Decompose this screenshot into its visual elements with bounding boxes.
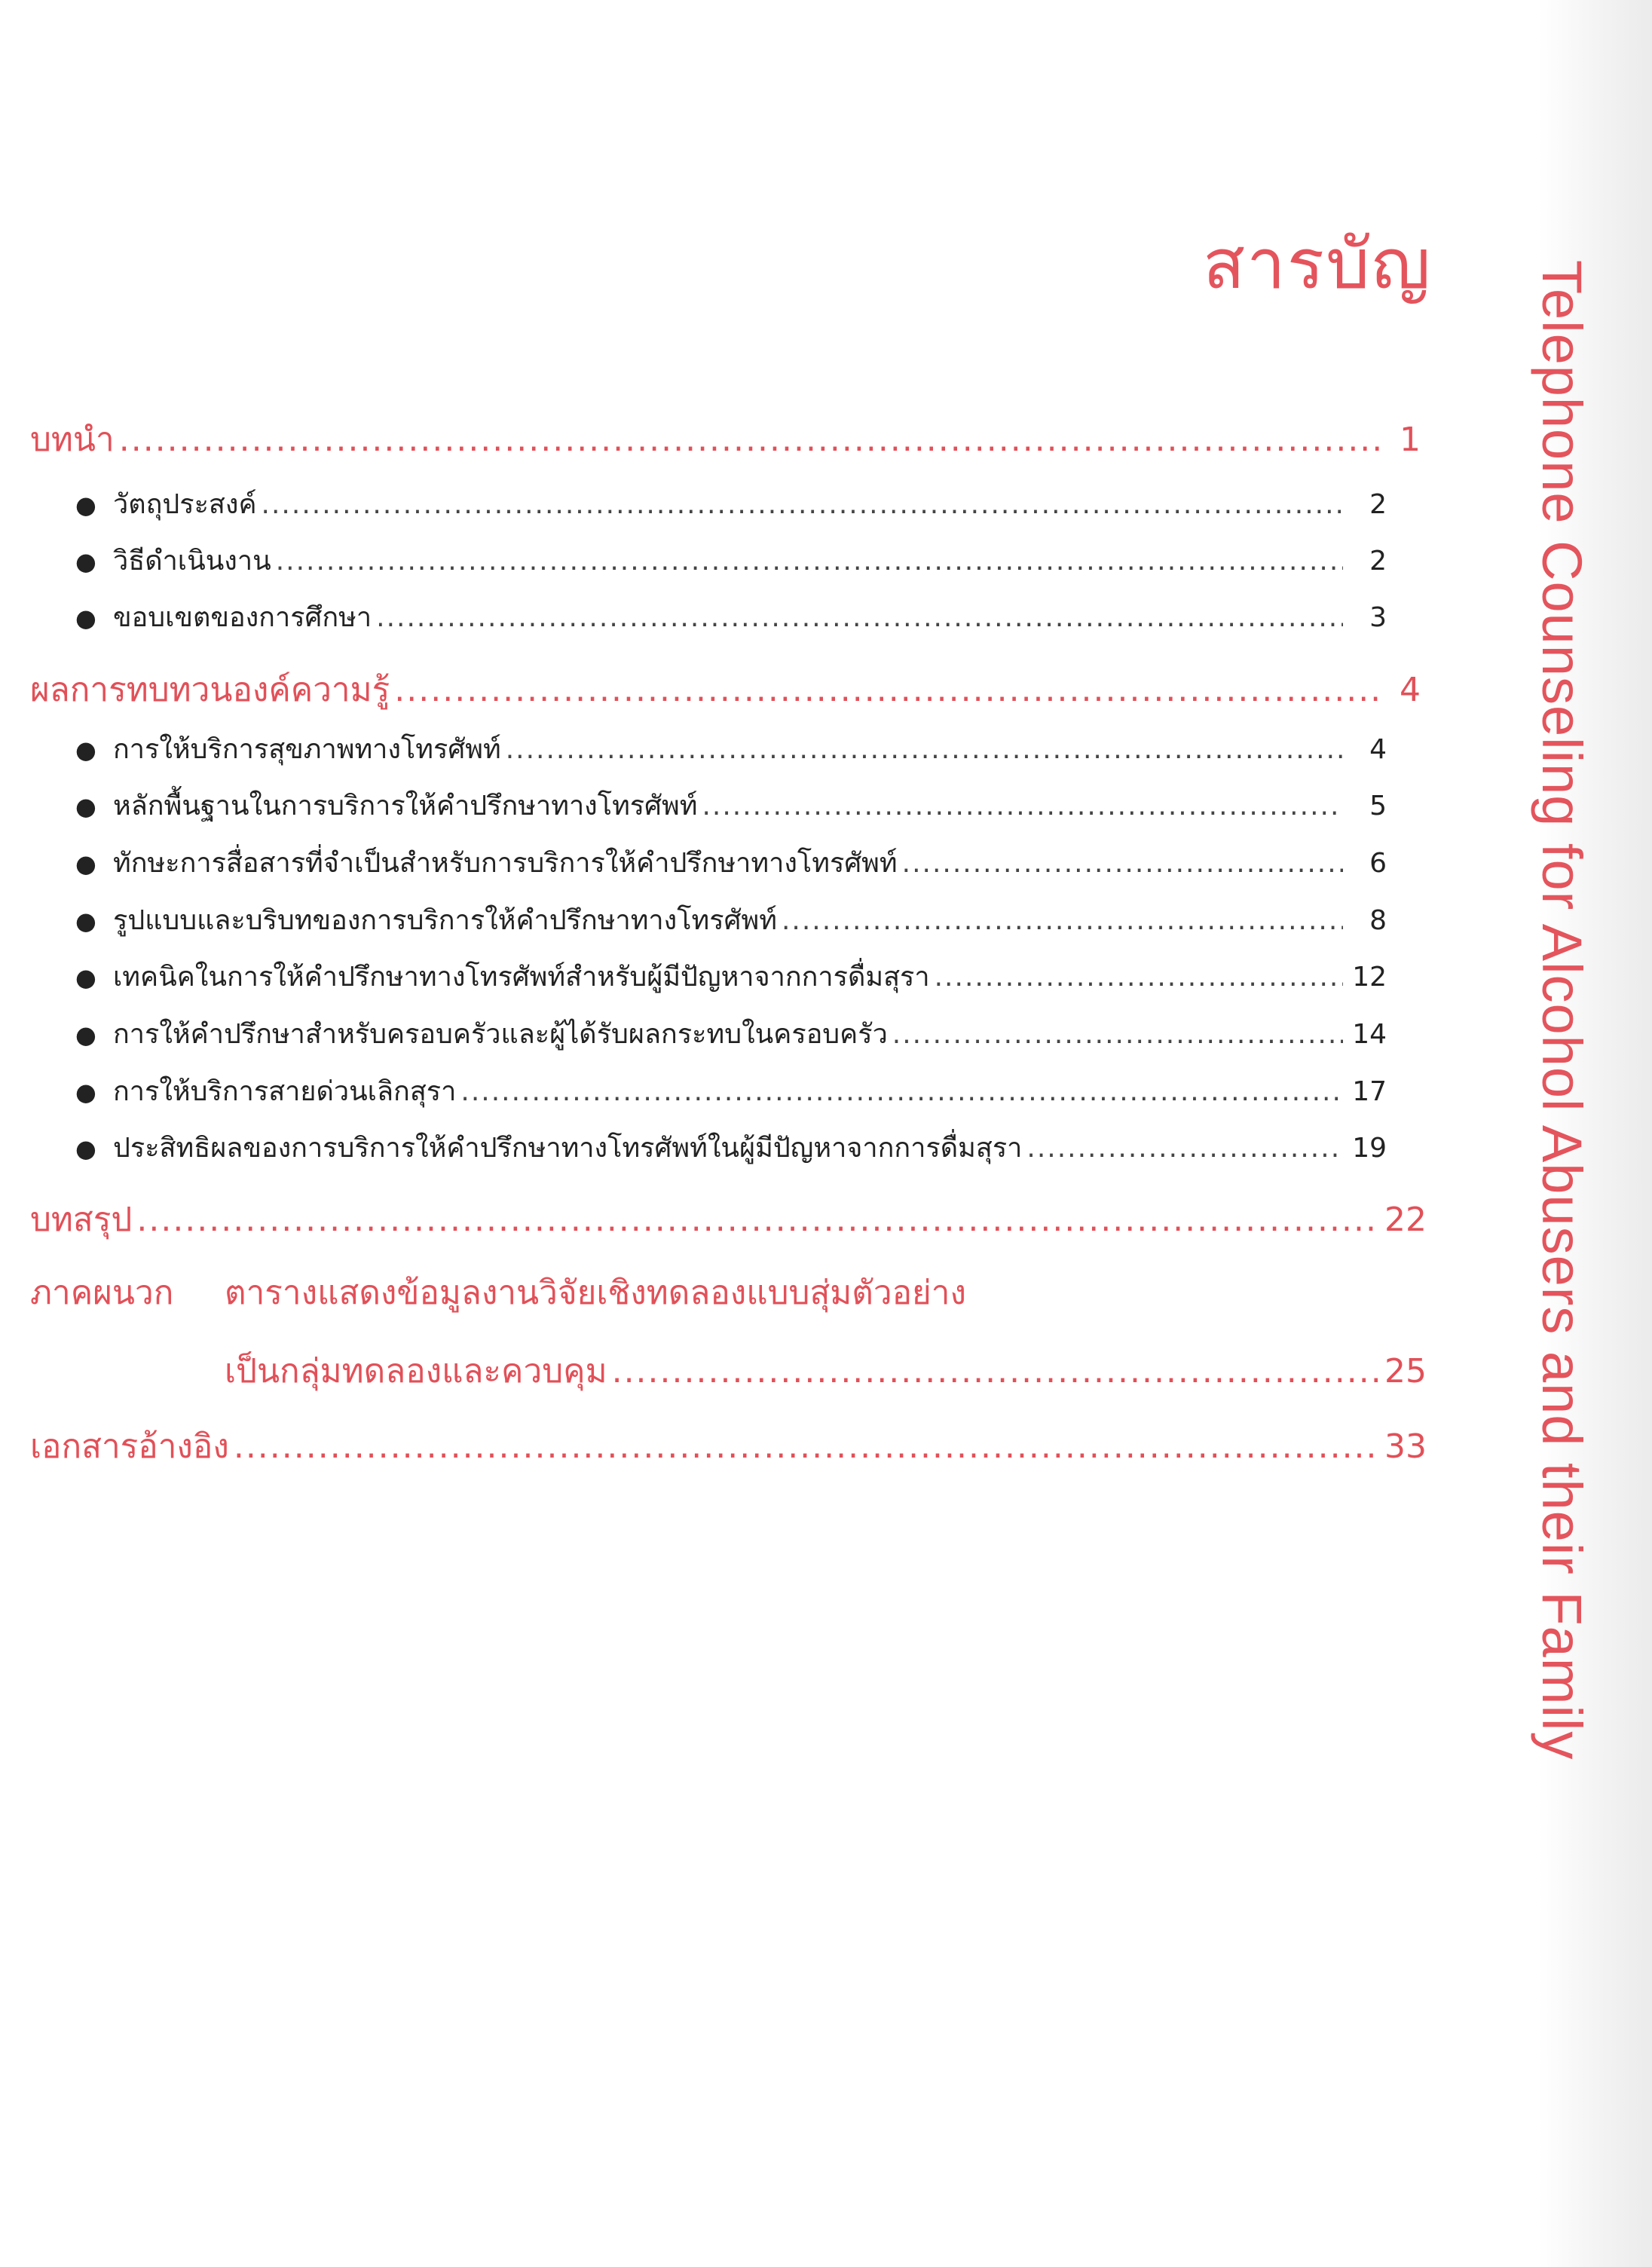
- dot-leader: [136, 1201, 1380, 1239]
- toc-subentry-label: การให้คำปรึกษาสำหรับครอบครัวและผู้ได้รับผลกระทบในครอบครัว: [113, 1019, 888, 1050]
- toc-subentry[interactable]: [75, 727, 1387, 770]
- dot-leader: [702, 791, 1343, 821]
- toc-subentry-page: 2: [1369, 489, 1387, 520]
- toc-subentry-label: วัตถุประสงค์: [113, 489, 257, 520]
- dot-leader: [234, 1427, 1380, 1466]
- toc-subentry-label: ประสิทธิผลของการบริการให้คำปรึกษาทางโทรศัพท์ในผู้มีปัญหาจากการดื่มสุรา: [113, 1133, 1023, 1164]
- toc-subentry-label: ขอบเขตของการศึกษา: [113, 602, 372, 633]
- bullet-icon: ●: [75, 907, 96, 935]
- toc-entry-intro[interactable]: [30, 413, 1421, 466]
- toc-subentry-page: 17: [1352, 1076, 1387, 1107]
- toc-entry-label: บทสรุป: [30, 1201, 133, 1239]
- toc-subentry[interactable]: [75, 898, 1387, 941]
- toc-subentry-label: วิธีดำเนินงาน: [113, 546, 271, 577]
- toc-subentry[interactable]: [75, 1069, 1387, 1112]
- bullet-icon: ●: [75, 1134, 96, 1163]
- toc-subentry[interactable]: [75, 482, 1387, 525]
- bullet-icon: ●: [75, 963, 96, 992]
- toc-subentry-label: รูปแบบและบริบทของการบริการให้คำปรึกษาทางโทรศัพท์: [113, 905, 777, 936]
- dot-leader: [1026, 1133, 1343, 1164]
- toc-entry-references[interactable]: [30, 1420, 1427, 1473]
- toc-entry-appendix-title[interactable]: ตารางแสดงข้อมูลงานวิจัยเชิงทดลองแบบสุ่มตัวอย่าง: [225, 1274, 966, 1312]
- dot-leader: [782, 905, 1343, 936]
- bullet-icon: ●: [75, 792, 96, 821]
- toc-entry-page: 33: [1384, 1427, 1427, 1466]
- toc-subentry[interactable]: [75, 841, 1387, 884]
- side-title: Telephone Counseling for Alcohol Abusers and their Family: [1531, 260, 1593, 1761]
- bullet-icon: ●: [75, 604, 96, 632]
- toc-subentry[interactable]: [75, 784, 1387, 827]
- dot-leader: [460, 1076, 1343, 1107]
- bullet-icon: ●: [75, 736, 96, 764]
- toc-subentry[interactable]: [75, 1012, 1387, 1055]
- dot-leader: [262, 489, 1343, 520]
- toc-subentry-page: 5: [1369, 791, 1387, 821]
- toc-subentry-page: 6: [1369, 848, 1387, 879]
- toc-subentry-label: เทคนิคในการให้คำปรึกษาทางโทรศัพท์สำหรับผู้มีปัญหาจากการดื่มสุรา: [113, 962, 930, 993]
- bullet-icon: ●: [75, 849, 96, 878]
- toc-subentry-page: 4: [1369, 734, 1387, 765]
- bullet-icon: ●: [75, 1078, 96, 1106]
- dot-leader: [376, 602, 1343, 633]
- page-title: สารบัญ: [1202, 224, 1432, 304]
- toc-entry-appendix[interactable]: [225, 1345, 1427, 1397]
- toc-subentry-label: ทักษะการสื่อสารที่จำเป็นสำหรับการบริการให้คำปรึกษาทางโทรศัพท์: [113, 848, 898, 879]
- toc-subentry-page: 8: [1369, 905, 1387, 936]
- bullet-icon: ●: [75, 1020, 96, 1049]
- toc-subentry-page: 14: [1352, 1019, 1387, 1050]
- toc-entry-label: บทนำ: [30, 421, 115, 459]
- dot-leader: [119, 421, 1380, 459]
- toc-entry-page: 25: [1384, 1352, 1427, 1390]
- toc-subentry-label: การให้บริการสายด่วนเลิกสุรา: [113, 1076, 457, 1107]
- toc-subentry[interactable]: [75, 955, 1387, 998]
- toc-entry-label: เอกสารอ้างอิง: [30, 1427, 229, 1466]
- bullet-icon: ●: [75, 547, 96, 576]
- toc-subentry-page: 2: [1369, 546, 1387, 577]
- dot-leader: [902, 848, 1343, 879]
- dot-leader: [892, 1019, 1343, 1050]
- bullet-icon: ●: [75, 491, 96, 519]
- toc-subentry[interactable]: [75, 595, 1387, 638]
- toc-entry-page: 1: [1400, 421, 1421, 459]
- toc-subentry-page: 19: [1352, 1133, 1387, 1164]
- toc-subentry-page: 3: [1369, 602, 1387, 633]
- toc-subentry-label: หลักพื้นฐานในการบริการให้คำปรึกษาทางโทรศัพท์: [113, 791, 698, 821]
- toc-subentry[interactable]: [75, 1126, 1387, 1169]
- toc-entry-review[interactable]: [30, 663, 1421, 716]
- dot-leader: [935, 962, 1343, 993]
- toc-entry-label: ผลการทบทวนองค์ความรู้: [30, 671, 390, 709]
- toc-entry-appendix-label[interactable]: ภาคผนวก: [30, 1274, 174, 1312]
- dot-leader: [506, 734, 1343, 765]
- dot-leader: [394, 671, 1380, 709]
- toc-subentry[interactable]: [75, 539, 1387, 582]
- toc-subentry-page: 12: [1352, 962, 1387, 993]
- toc-entry-page: 22: [1384, 1201, 1427, 1239]
- toc-entry-conclusion[interactable]: [30, 1193, 1427, 1246]
- toc-entry-page: 4: [1400, 671, 1421, 709]
- toc-entry-label: เป็นกลุ่มทดลองและควบคุม: [225, 1352, 607, 1390]
- toc-subentry-label: การให้บริการสุขภาพทางโทรศัพท์: [113, 734, 501, 765]
- dot-leader: [612, 1352, 1380, 1390]
- dot-leader: [276, 546, 1343, 577]
